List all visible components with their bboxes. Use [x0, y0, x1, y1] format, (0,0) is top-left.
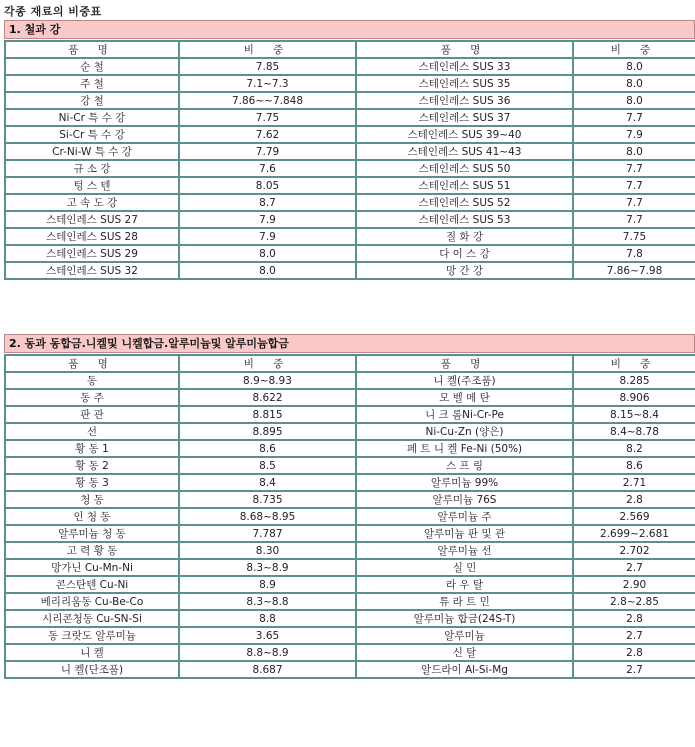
material-name-cell: 라 우 탈 [356, 576, 573, 593]
material-name-cell: 스테인레스 SUS 50 [356, 160, 573, 177]
table-row [5, 627, 695, 644]
material-name-cell: 주 철 [5, 75, 179, 92]
specific-gravity-cell: 8.906 [573, 389, 695, 406]
table-row [5, 109, 695, 126]
specific-gravity-cell: 7.7 [573, 109, 695, 126]
section-header-copper-nickel-aluminum: 2. 동과 동합금.니켈및 니켈합금.알루미늄및 알루미늄합금 [4, 334, 695, 353]
table-row [5, 160, 695, 177]
specific-gravity-cell: 8.735 [179, 491, 356, 508]
material-name-cell: 스테인레스 SUS 33 [356, 58, 573, 75]
specific-gravity-cell: 2.8~2.85 [573, 593, 695, 610]
specific-gravity-cell: 2.8 [573, 491, 695, 508]
specific-gravity-cell: 7.75 [573, 228, 695, 245]
material-name-cell: 알루미늄 선 [356, 542, 573, 559]
steel-density-table [4, 40, 695, 280]
material-name-cell: Ni-Cr 특 수 강 [5, 109, 179, 126]
material-name-cell: 청 동 [5, 491, 179, 508]
material-name-cell: 동 크랏도 알루미늄 [5, 627, 179, 644]
material-name-cell: 알루미늄 청 동 [5, 525, 179, 542]
material-name-cell: 알루미늄 주 [356, 508, 573, 525]
material-name-cell: 판 관 [5, 406, 179, 423]
table-row [5, 644, 695, 661]
material-name-cell: 황 동 1 [5, 440, 179, 457]
table-row [5, 372, 695, 389]
material-name-cell: 알루미늄 76S [356, 491, 573, 508]
table-row [5, 593, 695, 610]
material-name-cell: 황 동 3 [5, 474, 179, 491]
table-row [5, 126, 695, 143]
material-name-cell: 스 프 링 [356, 457, 573, 474]
table-row [5, 262, 695, 279]
specific-gravity-cell: 2.699~2.681 [573, 525, 695, 542]
table-row [5, 559, 695, 576]
specific-gravity-cell: 8.815 [179, 406, 356, 423]
specific-gravity-cell: 2.8 [573, 644, 695, 661]
specific-gravity-cell: 2.7 [573, 661, 695, 678]
specific-gravity-cell: 8.8 [179, 610, 356, 627]
specific-gravity-cell: 8.68~8.95 [179, 508, 356, 525]
specific-gravity-cell: 8.4 [179, 474, 356, 491]
material-name-cell: 스테인레스 SUS 35 [356, 75, 573, 92]
material-name-cell: 스테인레스 SUS 53 [356, 211, 573, 228]
specific-gravity-cell: 3.65 [179, 627, 356, 644]
material-name-cell: 망 간 강 [356, 262, 573, 279]
table-row [5, 389, 695, 406]
material-name-cell: 시리콘청동 Cu-SN-Si [5, 610, 179, 627]
specific-gravity-cell: 8.0 [179, 245, 356, 262]
specific-gravity-cell: 7.9 [573, 126, 695, 143]
material-name-cell: 강 철 [5, 92, 179, 109]
table-row [5, 75, 695, 92]
specific-gravity-cell: 8.2 [573, 440, 695, 457]
specific-gravity-cell: 8.30 [179, 542, 356, 559]
specific-gravity-cell: 2.702 [573, 542, 695, 559]
specific-gravity-cell: 8.0 [179, 262, 356, 279]
material-name-cell: 모 벨 메 탄 [356, 389, 573, 406]
specific-gravity-cell: 2.90 [573, 576, 695, 593]
material-name-cell: 스테인레스 SUS 29 [5, 245, 179, 262]
table-row [5, 406, 695, 423]
column-header: 품 명 [356, 41, 573, 58]
specific-gravity-cell: 8.687 [179, 661, 356, 678]
specific-gravity-cell: 8.15~8.4 [573, 406, 695, 423]
material-name-cell: 니 크 롬Ni-Cr-Pe [356, 406, 573, 423]
specific-gravity-cell: 8.9 [179, 576, 356, 593]
material-name-cell: 스테인레스 SUS 37 [356, 109, 573, 126]
table-row [5, 58, 695, 75]
material-name-cell: 콘스탄텐 Cu-Ni [5, 576, 179, 593]
material-name-cell: 베리리움동 Cu-Be-Co [5, 593, 179, 610]
specific-gravity-cell: 7.86~7.98 [573, 262, 695, 279]
specific-gravity-cell: 7.8 [573, 245, 695, 262]
material-name-cell: 망가닌 Cu-Mn-Ni [5, 559, 179, 576]
table-header-row [5, 41, 695, 58]
specific-gravity-cell: 8.0 [573, 143, 695, 160]
table-row [5, 228, 695, 245]
specific-gravity-cell: 2.8 [573, 610, 695, 627]
specific-gravity-cell: 8.7 [179, 194, 356, 211]
specific-gravity-cell: 7.85 [179, 58, 356, 75]
material-name-cell: 다 이 스 강 [356, 245, 573, 262]
specific-gravity-cell: 7.9 [179, 211, 356, 228]
table-row [5, 245, 695, 262]
specific-gravity-cell: 8.622 [179, 389, 356, 406]
material-name-cell: 질 화 강 [356, 228, 573, 245]
table-row [5, 491, 695, 508]
material-name-cell: Cr-Ni-W 특 수 강 [5, 143, 179, 160]
specific-gravity-cell: 8.285 [573, 372, 695, 389]
specific-gravity-cell: 7.7 [573, 160, 695, 177]
specific-gravity-cell: 2.71 [573, 474, 695, 491]
table-row [5, 610, 695, 627]
material-name-cell: 규 소 강 [5, 160, 179, 177]
specific-gravity-cell: 8.4~8.78 [573, 423, 695, 440]
specific-gravity-cell: 7.787 [179, 525, 356, 542]
column-header: 품 명 [5, 355, 179, 372]
material-name-cell: 선 [5, 423, 179, 440]
column-header: 비 중 [179, 355, 356, 372]
material-name-cell: 동 주 [5, 389, 179, 406]
table-row [5, 661, 695, 678]
specific-gravity-cell: 8.9~8.93 [179, 372, 356, 389]
specific-gravity-cell: 7.79 [179, 143, 356, 160]
specific-gravity-cell: 2.7 [573, 559, 695, 576]
specific-gravity-cell: 7.75 [179, 109, 356, 126]
specific-gravity-cell: 8.895 [179, 423, 356, 440]
material-name-cell: 알루미늄 99% [356, 474, 573, 491]
specific-gravity-cell: 7.7 [573, 211, 695, 228]
specific-gravity-cell: 8.6 [573, 457, 695, 474]
material-name-cell: 인 청 동 [5, 508, 179, 525]
material-name-cell: 스테인레스 SUS 39~40 [356, 126, 573, 143]
specific-gravity-cell: 7.86~~7.848 [179, 92, 356, 109]
table-row [5, 542, 695, 559]
specific-gravity-cell: 8.05 [179, 177, 356, 194]
material-name-cell: 스테인레스 SUS 36 [356, 92, 573, 109]
specific-gravity-cell: 7.1~7.3 [179, 75, 356, 92]
material-name-cell: 스테인레스 SUS 51 [356, 177, 573, 194]
column-header: 비 중 [179, 41, 356, 58]
material-name-cell: 황 동 2 [5, 457, 179, 474]
material-name-cell: 스테인레스 SUS 27 [5, 211, 179, 228]
material-name-cell: 스테인레스 SUS 32 [5, 262, 179, 279]
material-name-cell: 텅 스 텐 [5, 177, 179, 194]
specific-gravity-cell: 7.62 [179, 126, 356, 143]
specific-gravity-cell: 7.7 [573, 177, 695, 194]
material-name-cell: 동 [5, 372, 179, 389]
material-name-cell: 튜 라 트 민 [356, 593, 573, 610]
table-row [5, 525, 695, 542]
material-name-cell: Ni-Cu-Zn (양은) [356, 423, 573, 440]
table-row [5, 440, 695, 457]
specific-gravity-cell: 8.3~8.9 [179, 559, 356, 576]
table-row [5, 423, 695, 440]
material-name-cell: 알드라이 Al-Si-Mg [356, 661, 573, 678]
specific-gravity-cell: 2.569 [573, 508, 695, 525]
column-header: 품 명 [5, 41, 179, 58]
table-row [5, 508, 695, 525]
specific-gravity-cell: 8.3~8.8 [179, 593, 356, 610]
material-name-cell: 니 켈(주조품) [356, 372, 573, 389]
material-name-cell: 고 력 황 동 [5, 542, 179, 559]
material-name-cell: Si-Cr 특 수 강 [5, 126, 179, 143]
material-name-cell: 스테인레스 SUS 52 [356, 194, 573, 211]
material-name-cell: 페 트 니 켈 Fe-Ni (50%) [356, 440, 573, 457]
nonferrous-density-table [4, 354, 695, 679]
table-row [5, 457, 695, 474]
material-name-cell: 알루미늄 판 및 관 [356, 525, 573, 542]
specific-gravity-cell: 8.0 [573, 75, 695, 92]
specific-gravity-cell: 8.6 [179, 440, 356, 457]
material-name-cell: 실 민 [356, 559, 573, 576]
specific-gravity-cell: 7.6 [179, 160, 356, 177]
table-row [5, 143, 695, 160]
specific-gravity-cell: 8.5 [179, 457, 356, 474]
material-name-cell: 신 탈 [356, 644, 573, 661]
specific-gravity-cell: 7.9 [179, 228, 356, 245]
material-name-cell: 순 철 [5, 58, 179, 75]
specific-gravity-cell: 8.0 [573, 58, 695, 75]
table-row [5, 211, 695, 228]
specific-gravity-cell: 2.7 [573, 627, 695, 644]
material-name-cell: 알루미늄 [356, 627, 573, 644]
table-header-row [5, 355, 695, 372]
table-row [5, 92, 695, 109]
material-name-cell: 스테인레스 SUS 28 [5, 228, 179, 245]
material-name-cell: 니 켈 [5, 644, 179, 661]
material-name-cell: 고 속 도 강 [5, 194, 179, 211]
page-title: 각종 재료의 비중표 [4, 5, 102, 18]
material-name-cell: 니 켈(단조품) [5, 661, 179, 678]
table-row [5, 177, 695, 194]
column-header: 비 중 [573, 41, 695, 58]
material-name-cell: 알루미늄 합금(24S-T) [356, 610, 573, 627]
material-name-cell: 스테인레스 SUS 41~43 [356, 143, 573, 160]
column-header: 품 명 [356, 355, 573, 372]
table-row [5, 474, 695, 491]
specific-gravity-cell: 8.8~8.9 [179, 644, 356, 661]
table-row [5, 194, 695, 211]
section-header-steel: 1. 철과 강 [4, 20, 695, 39]
specific-gravity-cell: 7.7 [573, 194, 695, 211]
specific-gravity-cell: 8.0 [573, 92, 695, 109]
column-header: 비 중 [573, 355, 695, 372]
table-row [5, 576, 695, 593]
